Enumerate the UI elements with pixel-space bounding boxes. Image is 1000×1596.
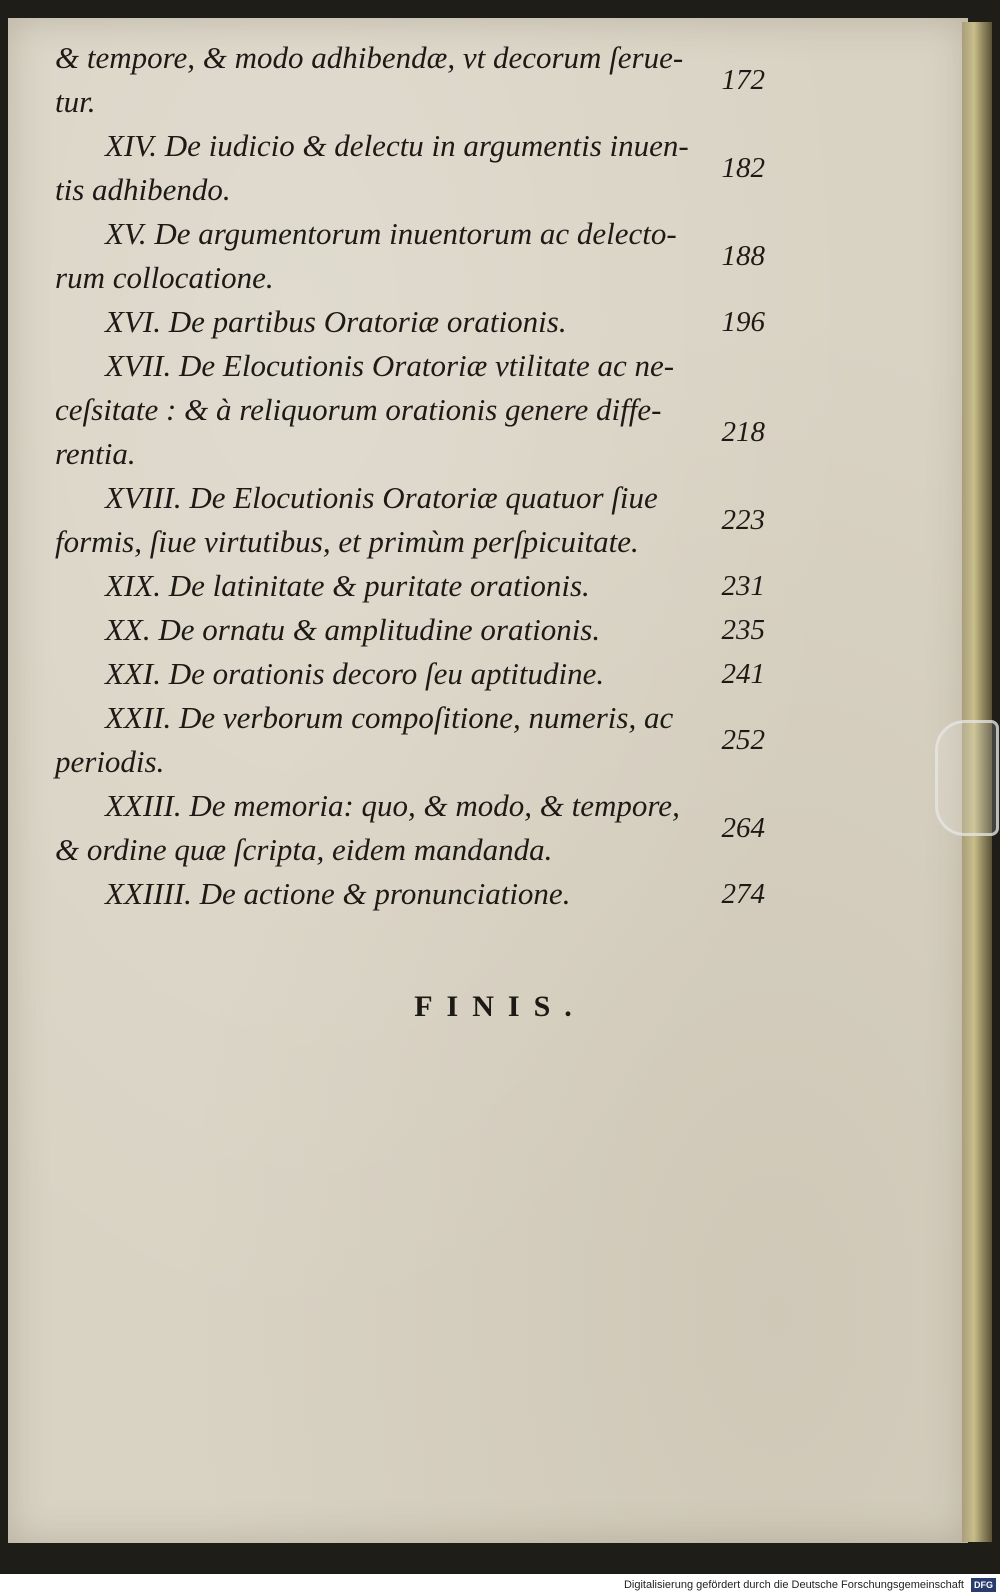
toc-page-number: 235 — [721, 614, 765, 646]
toc-entry-line: tur. — [55, 84, 96, 119]
toc-page-number: 274 — [721, 878, 765, 910]
toc-entry-line: XXII. De verborum compoſitione, numeris, ac — [105, 700, 674, 735]
toc-entry-line: & ordine quæ ſcripta, eidem mandanda. — [55, 832, 553, 867]
toc-entry-line: formis, ſiue virtutibus, et primùm perſpicuitate. — [55, 524, 639, 559]
footer-text: Digitalisierung gefördert durch die Deutsche Forschungsgemeinschaft — [623, 1579, 964, 1591]
toc-page-number: 218 — [721, 416, 765, 448]
toc-entry — [55, 564, 765, 608]
toc-page-number: 196 — [721, 306, 765, 338]
toc-entry — [55, 784, 765, 872]
toc-entry-line: XX. De ornatu & amplitudine orationis. — [105, 612, 601, 647]
toc-entry-line: XIX. De latinitate & puritate orationis. — [105, 568, 590, 603]
table-of-contents — [55, 36, 765, 916]
toc-entry — [55, 212, 765, 300]
toc-page-number: 223 — [721, 504, 765, 536]
toc-entry-line: tis adhibendo. — [55, 172, 231, 207]
toc-page-number: 172 — [721, 64, 765, 96]
toc-page-number: 241 — [721, 658, 765, 690]
toc-entry-line: XXI. De orationis decoro ſeu aptitudine. — [105, 656, 605, 691]
toc-entry-line: XXIII. De memoria: quo, & modo, & tempore, — [105, 788, 680, 823]
toc-entry — [55, 344, 765, 476]
footer-credit — [0, 1574, 1000, 1596]
toc-entry-line: XVI. De partibus Oratoriæ orationis. — [105, 304, 567, 339]
toc-entry — [55, 124, 765, 212]
toc-entry-line: XV. De argumentorum inuentorum ac delecto- — [105, 216, 677, 251]
toc-entry — [55, 608, 765, 652]
toc-entry — [55, 696, 765, 784]
toc-entry-line: ceſsitate : & à reliquorum orationis genere diffe- — [55, 392, 662, 427]
toc-entry-line: periodis. — [55, 744, 165, 779]
toc-entry — [55, 476, 765, 564]
dfg-logo: DFG — [971, 1578, 996, 1592]
finis-heading: FINIS. — [414, 990, 586, 1023]
toc-entry — [55, 652, 765, 696]
toc-page-number: 252 — [721, 724, 765, 756]
toc-entry — [55, 36, 765, 124]
toc-page-number: 264 — [721, 812, 765, 844]
toc-entry-line: XVIII. De Elocutionis Oratoriæ quatuor ſiue — [105, 480, 658, 515]
toc-entry — [55, 300, 765, 344]
toc-entry-line: rum collocatione. — [55, 260, 274, 295]
toc-entry-line: & tempore, & modo adhibendæ, vt decorum ſerue- — [55, 40, 684, 75]
toc-entry-line: XIV. De iudicio & delectu in argumentis inuen- — [105, 128, 689, 163]
toc-page-number: 231 — [721, 570, 765, 602]
toc-page-number: 188 — [721, 240, 765, 272]
toc-entry — [55, 872, 765, 916]
toc-entry-line: XXIIII. De actione & pronunciatione. — [105, 876, 571, 911]
toc-page-number: 182 — [721, 152, 765, 184]
paper-clip — [935, 720, 999, 836]
toc-entry-line: XVII. De Elocutionis Oratoriæ vtilitate ac ne- — [105, 348, 675, 383]
toc-entry-line: rentia. — [55, 436, 136, 471]
